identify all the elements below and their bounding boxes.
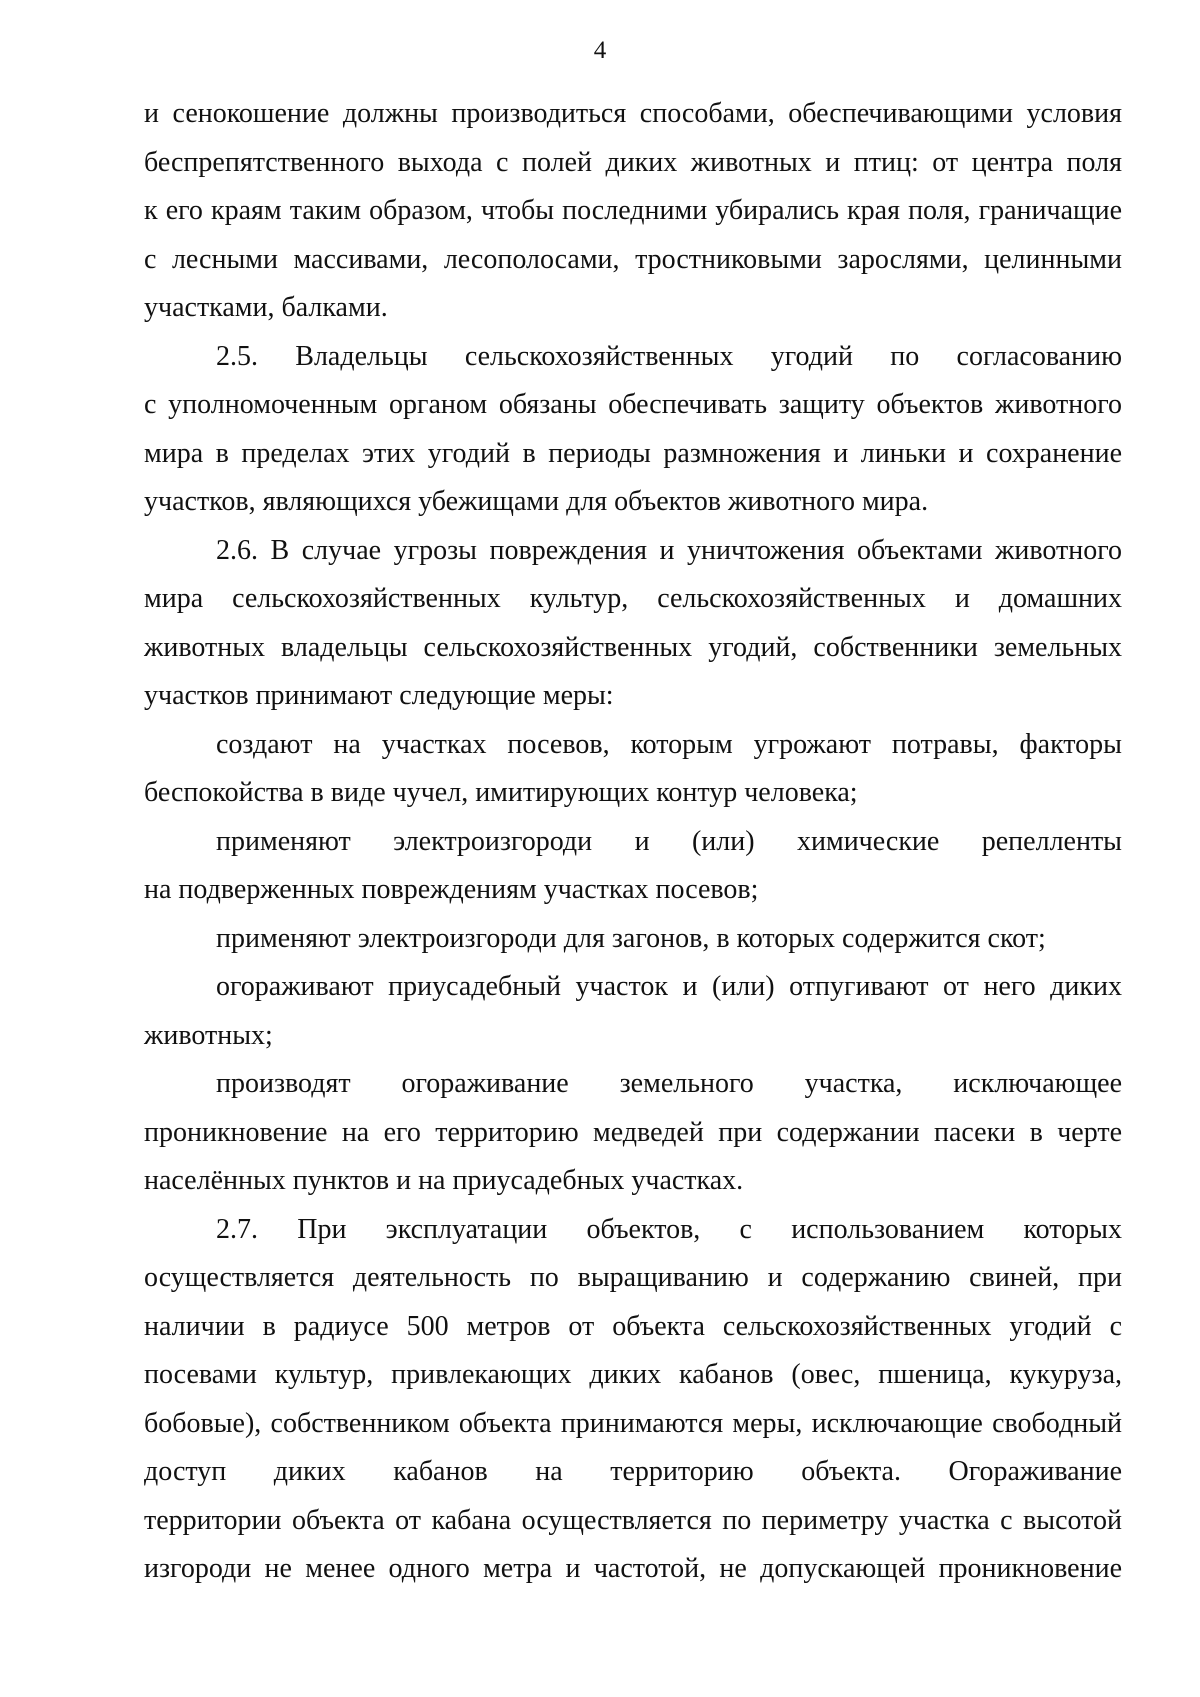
text-line: с уполномоченным органом обязаны обеспечивать защиту объектов животного (144, 389, 1122, 420)
paragraph-2-5-first-line: 2.5. Владельцы сельскохозяйственных угодий по согласованию (216, 340, 1122, 372)
text-line: населённых пунктов и на приусадебных участках. (144, 1165, 744, 1196)
text-line: животных владельцы сельскохозяйственных угодий, собственники земельных (144, 631, 1122, 663)
body-text (144, 90, 1122, 1594)
measure-item-first-line: производят огораживание земельного участка, исключающее (216, 1068, 1122, 1099)
text-line: беспокойства в виде чучел, имитирующих контур человека; (144, 777, 858, 808)
text-line: мира сельскохозяйственных культур, сельскохозяйственных и домашних (144, 583, 1122, 614)
text-line: беспрепятственного выхода с полей диких животных и птиц: от центра поля (144, 146, 1122, 178)
measure-item-first-line: применяют электроизгороди для загонов, в которых содержится скот; (216, 922, 1046, 954)
text-line: бобовые), собственником объекта принимаются меры, исключающие свободный (144, 1407, 1122, 1439)
text-line: участками, балками. (144, 292, 388, 323)
text-line: проникновение на его территорию медведей при содержании пасеки в черте (144, 1116, 1122, 1148)
paragraph-2-7-first-line: 2.7. При эксплуатации объектов, с использованием которых (216, 1213, 1122, 1245)
text-line: и сенокошение должны производиться способами, обеспечивающими условия (144, 98, 1122, 129)
text-line: участков принимают следующие меры: (144, 680, 614, 711)
text-line: к его краям таким образом, чтобы последними убирались края поля, граничащие (144, 195, 1122, 226)
text-line: участков, являющихся убежищами для объектов животного мира. (144, 486, 929, 517)
measure-item-first-line: применяют электроизгороди и (или) химические репелленты (216, 825, 1122, 857)
text-line: мира в пределах этих угодий в периоды размножения и линьки и сохранение (144, 437, 1122, 469)
text-line: изгороди не менее одного метра и частотой, не допускающей проникновение (144, 1553, 1122, 1584)
measure-item-first-line: создают на участках посевов, которым угрожают потравы, факторы (216, 728, 1122, 760)
text-line: наличии в радиусе 500 метров от объекта сельскохозяйственных угодий с (144, 1310, 1122, 1342)
text-line: на подверженных повреждениям участках посевов; (144, 874, 759, 905)
text-line: посевами культур, привлекающих диких кабанов (овес, пшеница, кукуруза, (144, 1359, 1122, 1390)
text-line: территории объекта от кабана осуществляется по периметру участка с высотой (144, 1504, 1122, 1536)
text-line: животных; (144, 1019, 273, 1051)
measure-item-first-line: огораживают приусадебный участок и (или) отпугивают от него диких (216, 971, 1122, 1002)
text-line: осуществляется деятельность по выращиванию и содержанию свиней, при (144, 1262, 1122, 1293)
page-number: 4 (593, 37, 607, 64)
text-line: доступ диких кабанов на территорию объекта. Огораживание (144, 1456, 1122, 1487)
text-line: с лесными массивами, лесополосами, тростниковыми зарослями, целинными (144, 243, 1122, 275)
paragraph-2-6-first-line: 2.6. В случае угрозы повреждения и уничтожения объектами животного (216, 534, 1122, 566)
